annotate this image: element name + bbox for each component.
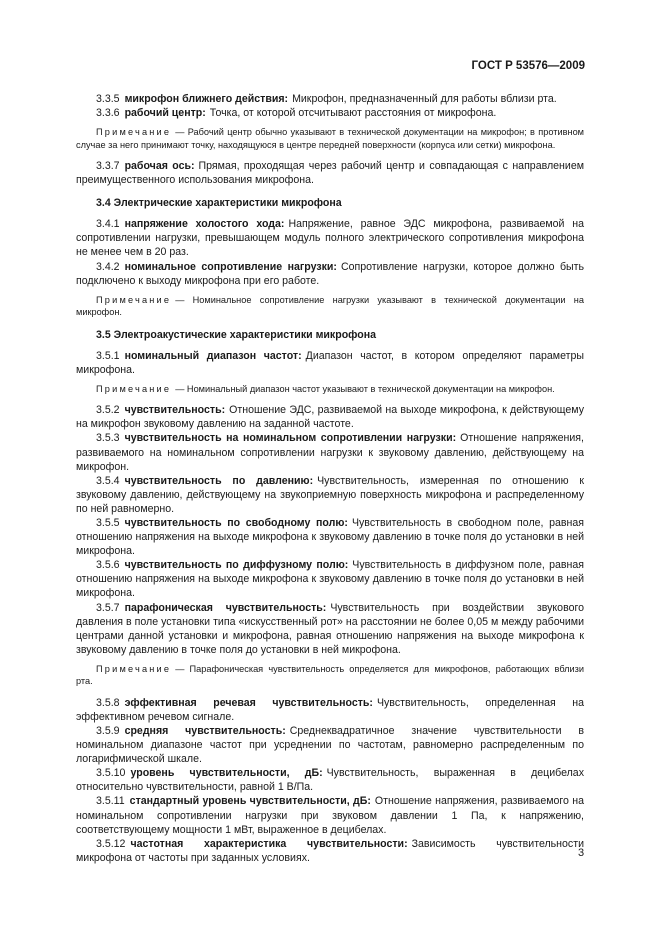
clause-number: 3.5.10: [96, 767, 126, 780]
clause-number: 3.5.7: [96, 601, 120, 614]
definition-3-3-7: [76, 159, 584, 187]
definition-3-4-2: [76, 260, 584, 288]
note-text: — Номинальный диапазон частот указывают в технической документации на микрофон.: [175, 383, 555, 394]
section-heading-3-5: 3.5 Электроакустические характеристики микрофона: [96, 328, 377, 341]
clause-number: 3.5.6: [96, 559, 120, 572]
note-text: — Номинальное сопротивление нагрузки указывают в технической документации на микрофон.: [76, 294, 584, 318]
definition-text: Диапазон частот, в котором определяют параметры микрофона.: [76, 349, 584, 376]
term: стандартный уровень чувствительности, дБ:: [129, 795, 371, 808]
definition-3-5-11: [76, 794, 584, 836]
definition-3-5-10: [76, 766, 584, 794]
term: частотная характеристика чувствительности:: [130, 837, 408, 850]
clause-number: 3.3.6: [96, 107, 120, 120]
clause-number: 3.5.1: [96, 349, 120, 362]
definition-3-3-5: [76, 92, 584, 106]
clause-number: 3.4.1: [96, 218, 120, 231]
definition-text: Зависимость чувствительности микрофона от частоты при заданных условиях.: [76, 837, 584, 864]
definition-text: Напряжение, равное ЭДС микрофона, развиваемой на сопротивлении нагрузки, превышающем модуль полного электрического сопротивления микрофона не менее чем в 20 раз.: [76, 218, 585, 259]
definition-text: Среднеквадратичное значение чувствительности в номинальном диапазоне частот при усреднении по частотам, равномерно распределенным по логарифмической шкале.: [76, 724, 584, 766]
term: уровень чувствительности, дБ:: [130, 767, 323, 780]
note-label: Примечание: [96, 127, 172, 138]
document-body: [76, 92, 584, 865]
clause-number: 3.4.2: [96, 260, 120, 273]
definition-3-5-8: [76, 696, 584, 724]
term: эффективная речевая чувствительность:: [124, 696, 373, 709]
term: парафоническая чувствительность:: [124, 601, 327, 614]
definition-text: Прямая, проходящая через рабочий центр и совпадающая с направлением преимущественного использования микрофона.: [76, 160, 584, 187]
term: чувствительность по диффузному полю:: [124, 559, 349, 572]
definition-text: Чувствительность в диффузном поле, равная отношению напряжения на выходе микрофона к звуковому давлению в точке поля до установки в ней микрофона.: [76, 559, 585, 600]
definition-text: Микрофон, предназначенный для работы вблизи рта.: [292, 93, 557, 105]
definition-3-4-1: [76, 217, 584, 259]
definition-3-5-6: [76, 558, 584, 600]
clause-number: 3.3.5: [96, 93, 120, 105]
term: средняя чувствительность:: [124, 724, 286, 737]
definition-text: Чувствительность при воздействии звукового давления в поле установки типа «искусственный рот» на расстоянии не более 0,05 м между рабочими центрами данной установки и микрофона, равная отношению напряжения на выходе микрофона к звуковому давлению в точке поля до установки в ней микрофона.: [76, 601, 584, 656]
term: чувствительность по давлению:: [124, 474, 314, 487]
note-load-resistance: [76, 294, 584, 319]
definition-text: Сопротивление нагрузки, которое должно быть подключено к выходу микрофона при его работе.: [76, 260, 584, 287]
definition-text: Отношение напряжения, развиваемого на номинальном сопротивлении нагрузки при звуковом давлении 1 Па, к напряжению, соответствующему мощности 1 мВт, выраженное в децибелах.: [76, 795, 584, 836]
definition-text: Чувствительность, определенная на эффективном речевом сигнале.: [76, 696, 584, 723]
term: напряжение холостого хода:: [124, 218, 285, 231]
definition-text: Точка, от которой отсчитывают расстояния от микрофона.: [209, 107, 497, 120]
clause-number: 3.5.11: [96, 795, 125, 808]
note-frequency-range: [76, 383, 584, 395]
definition-3-5-5: [76, 516, 584, 558]
definition-3-5-9: [76, 724, 584, 766]
definition-text: Отношение ЭДС, развиваемой на выходе микрофона, к действующему на микрофон звуковому давлению на заданной частоте.: [76, 404, 584, 431]
definition-3-5-12: [76, 837, 584, 865]
definition-3-5-7: [76, 601, 584, 657]
definition-text: Отношение напряжения, развиваемого на номинальном сопротивлении нагрузки к звуковому давлению, действующему на микрофон.: [76, 432, 584, 473]
note-text: — Рабочий центр обычно указывают в технической документации на микрофон; в противном случае за него принимают точку, находящуюся в центре передней поверхности (корпуса или сетки) микрофона.: [76, 127, 584, 150]
definition-3-5-3: [76, 431, 584, 473]
definition-text: Чувствительность в свободном поле, равная отношению напряжения на выходе микрофона к звуковому давлению в точке поля до установки в ней микрофона.: [76, 517, 584, 558]
clause-number: 3.5.5: [96, 517, 120, 529]
term: микрофон ближнего действия:: [124, 93, 289, 105]
note-working-center: [76, 126, 584, 151]
definition-3-5-1: [76, 349, 584, 377]
term: рабочая ось:: [124, 160, 195, 172]
definition-3-5-2: [76, 403, 584, 431]
definition-text: Чувствительность, выраженная в децибелах относительно чувствительности, равной 1 В/Па.: [76, 767, 584, 794]
term: номинальное сопротивление нагрузки:: [124, 260, 337, 273]
section-heading-3-4: 3.4 Электрические характеристики микрофона: [96, 197, 342, 210]
clause-number: 3.5.3: [96, 432, 120, 445]
definition-3-5-4: [76, 474, 584, 516]
definition-text: Чувствительность, измеренная по отношению к звуковому давлению, действующему на звукоприемную поверхность микрофона и распределенному по ней равномерно.: [76, 474, 584, 515]
clause-number: 3.5.2: [96, 404, 120, 417]
clause-number: 3.5.12: [96, 837, 126, 850]
clause-number: 3.3.7: [96, 160, 120, 172]
clause-number: 3.5.8: [96, 696, 120, 709]
term: чувствительность по свободному полю:: [124, 517, 348, 529]
page-number: 3: [578, 847, 585, 859]
note-label: Примечание: [96, 294, 172, 305]
note-paraphonic: [76, 663, 584, 688]
clause-number: 3.5.9: [96, 724, 120, 737]
clause-number: 3.5.4: [96, 474, 120, 487]
definition-3-3-6: [76, 106, 584, 120]
note-label: Примечание: [96, 663, 172, 674]
term: рабочий центр:: [124, 107, 206, 120]
document-header: ГОСТ Р 53576—2009: [471, 60, 585, 72]
note-text: — Парафоническая чувствительность определяется для микрофонов, работающих вблизи рта.: [76, 663, 584, 687]
term: номинальный диапазон частот:: [124, 349, 302, 362]
term: чувствительность на номинальном сопротивлении нагрузки:: [124, 432, 457, 445]
note-label: Примечание: [96, 383, 172, 394]
term: чувствительность:: [124, 404, 226, 417]
